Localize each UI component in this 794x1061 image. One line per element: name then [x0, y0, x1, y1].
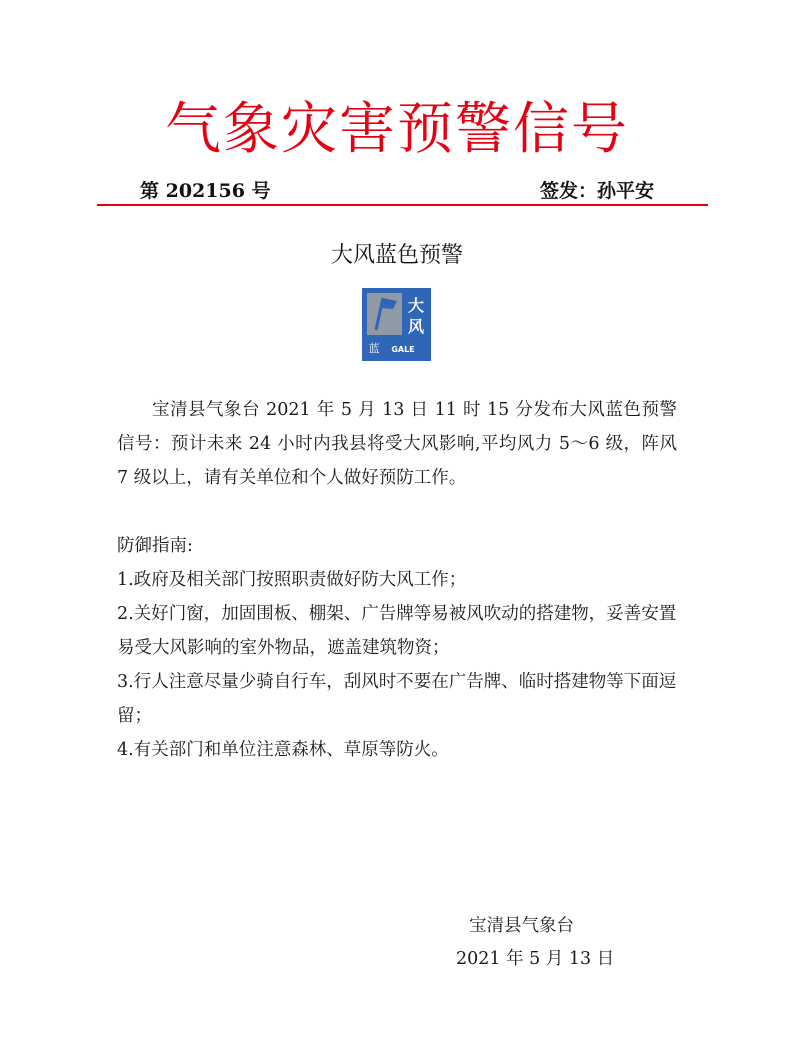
- guide-item: 1.政府及相关部门按照职责做好防大风工作；: [117, 570, 467, 590]
- issuing-organization: 宝清县气象台: [469, 916, 574, 936]
- document-body: [117, 393, 677, 767]
- icon-glyph-bottom: 风: [407, 317, 425, 336]
- icon-color-label: 蓝: [368, 342, 380, 355]
- guide-heading: 防御指南:: [117, 536, 193, 556]
- guide-item: 4.有关部门和单位注意森林、草原等防火。: [117, 740, 449, 760]
- icon-english-label: GALE: [391, 345, 415, 354]
- header-divider: [97, 204, 708, 206]
- signer: 签发：孙平安: [539, 180, 654, 202]
- issue-date: 2021 年 5 月 13 日: [456, 949, 615, 969]
- guide-item: 3.行人注意尽量少骑自行车，刮风时不要在广告牌、临时搭建物等下面逗留；: [117, 672, 677, 726]
- icon-glyph-top: 大: [407, 296, 425, 315]
- intro-paragraph: 宝清县气象台 2021 年 5 月 13 日 11 时 15 分发布大风蓝色预警信号：预计未来 24 小时内我县将受大风影响,平均风力 5～6 级，阵风 7 级以上，请有关单位和个人做好预防工作。: [117, 400, 677, 488]
- header-title: 气象灾害预警信号: [165, 97, 629, 162]
- issue-number: 第 202156 号: [140, 180, 271, 202]
- gale-blue-warning-icon: [362, 288, 431, 361]
- document-title: 大风蓝色预警: [330, 243, 463, 268]
- paragraph-gap: [117, 495, 677, 529]
- guide-item: 2.关好门窗，加固围板、棚架、广告牌等易被风吹动的搭建物，妥善安置易受大风影响的室外物品，遮盖建筑物资；: [117, 604, 677, 658]
